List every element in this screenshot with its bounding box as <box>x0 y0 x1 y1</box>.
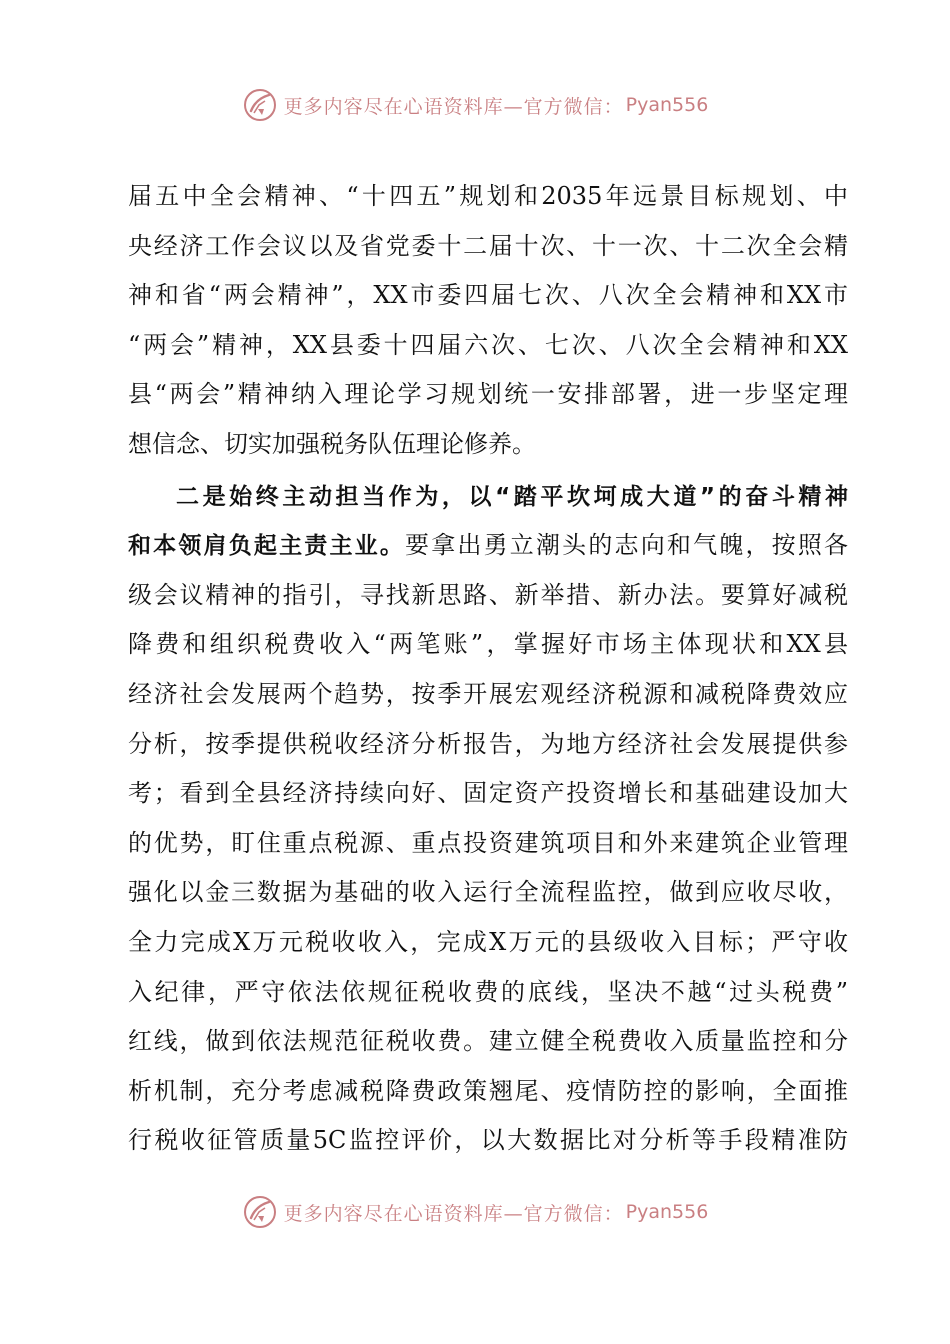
pen-seal-icon <box>242 1194 278 1230</box>
paragraph-1 <box>128 172 848 470</box>
text-line: 分析，按季提供税收经济分析报告，为地方经济社会发展提供参 <box>128 729 848 758</box>
text-line: 考；看到全县经济持续向好、固定资产投资增长和基础建设加大 <box>128 779 848 808</box>
watermark-text: 更多内容尽在心语资料库—官方微信： <box>283 1202 624 1225</box>
text-line: 行税收征管质量5C监控评价，以大数据比对分析等手段精准防 <box>128 1126 848 1155</box>
text-line: 全力完成X万元税收收入，完成X万元的县级收入目标；严守收 <box>128 927 848 956</box>
paragraph-heading-line <box>128 472 848 522</box>
text-line: 届五中全会精神、“十四五”规划和2035年远景目标规划、中 <box>128 182 848 210</box>
text-line: 强化以金三数据为基础的收入运行全流程监控，做到应收尽收， <box>128 878 848 907</box>
text-line-rest: 要拿出勇立潮头的志向和气魄，按照各 <box>405 531 848 560</box>
text-line: 红线，做到依法规范征税收费。建立健全税费收入质量监控和分 <box>128 1027 848 1056</box>
text-line: 县“两会”精神纳入理论学习规划统一安排部署，进一步坚定理 <box>128 380 848 409</box>
text-line: 神和省“两会精神”，XX市委四届七次、八次全会精神和XX市 <box>128 281 848 310</box>
text-line: 级会议精神的指引，寻找新思路、新举措、新办法。要算好减税 <box>128 580 848 609</box>
paragraph-heading: 二是始终主动担当作为，以“踏平坎坷成大道”的奋斗精神 <box>176 483 848 510</box>
text-line: 经济社会发展两个趋势，按季开展宏观经济税源和减税降费效应 <box>128 679 848 708</box>
text-line <box>128 521 848 571</box>
footer-watermark <box>0 1190 950 1234</box>
text-line: “两会”精神，XX县委十四届六次、七次、八次全会精神和XX <box>128 330 848 359</box>
text-line: 析机制，充分考虑减税降费政策翘尾、疫情防控的影响，全面推 <box>128 1076 848 1105</box>
watermark-wechat-id: Pyan556 <box>625 94 709 116</box>
paragraph-2 <box>128 472 848 1166</box>
text-line: 想信念、切实加强税务队伍理论修养。 <box>128 429 536 458</box>
text-line: 央经济工作会议以及省党委十二届十次、十一次、十二次全会精 <box>128 231 848 260</box>
header-watermark <box>0 83 950 127</box>
text-line: 降费和组织税费收入“两笔账”，掌握好市场主体现状和XX县 <box>128 630 848 659</box>
text-line: 入纪律，严守依法依规征税收费的底线，坚决不越“过头税费” <box>128 977 848 1006</box>
watermark-text: 更多内容尽在心语资料库—官方微信： <box>283 95 624 118</box>
text-line: 的优势，盯住重点税源、重点投资建筑项目和外来建筑企业管理 <box>128 828 848 857</box>
watermark-wechat-id: Pyan556 <box>625 1201 709 1223</box>
paragraph-heading-end: 和本领肩负起主责主业。 <box>128 533 406 560</box>
document-body <box>128 172 848 1166</box>
pen-seal-icon <box>242 87 278 123</box>
